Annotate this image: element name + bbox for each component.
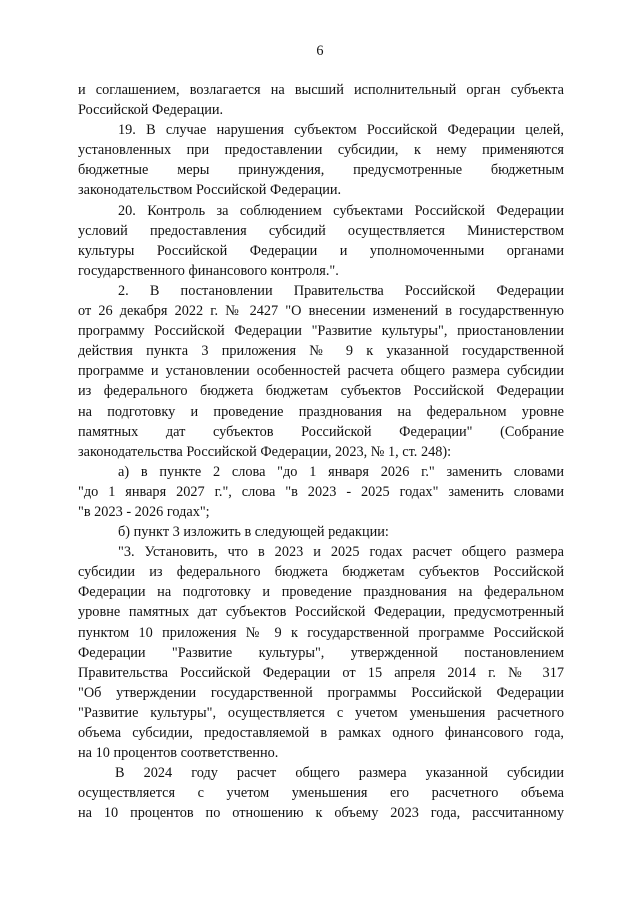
text-line: на подготовку и проведение празднования на федеральном уровне [78,403,564,420]
text-line: государственного финансового контроля.". [78,262,339,279]
text-line: культуры Российской Федерации и уполномоченными органами [78,242,564,259]
text-line: от 26 декабря 2022 г. № 2427 "О внесении изменений в государственную [78,303,564,320]
text-line: из федерального бюджета бюджетам субъектов Российской Федерации [78,383,564,400]
text-line: и соглашением, возлагается на высший исполнительный орган субъекта [78,82,564,98]
text-line: на 10 процентов соответственно. [78,745,279,762]
text-line: 20. Контроль за соблюдением субъектами Российской Федерации [118,202,564,219]
text-line: "Развитие культуры", осуществляется с учетом уменьшения расчетного [78,704,564,721]
text-line: 19. В случае нарушения субъектом Российской Федерации целей, [118,122,564,139]
text-line: Федерации на подготовку и проведение празднования на федеральном [78,584,564,601]
text-line: установленных при предоставлении субсидии, к нему применяются [78,142,564,159]
text-line: памятных дат субъектов Российской Федерации" (Собрание [78,423,564,440]
text-line: субсидии из федерального бюджета бюджетам субъектов Российской [78,564,564,581]
text-line: "в 2023 - 2026 годах"; [78,503,210,520]
text-line: Федерации "Развитие культуры", утвержденной постановлением [78,644,564,661]
text-line: пунктом 10 приложения № 9 к государственной программе Российской [78,624,564,641]
text-line: "Об утверждении государственной программы Российской Федерации [78,684,564,701]
text-line: уровне памятных дат субъектов Российской Федерации, предусмотренный [78,604,564,621]
text-line: на 10 процентов по отношению к объему 2023 года, рассчитанному [78,805,564,822]
text-line: 2. В постановлении Правительства Российской Федерации [118,282,564,299]
text-line: б) пункт 3 изложить в следующей редакции: [118,524,389,541]
text-line: осуществляется с учетом уменьшения его расчетного объема [78,785,564,802]
text-line: а) в пункте 2 слова "до 1 января 2026 г." заменить словами [118,463,564,480]
text-line: Российской Федерации. [78,102,224,119]
text-line: Правительства Российской Федерации от 15 апреля 2014 г. № 317 [78,664,564,681]
text-line: объема субсидии, предоставляемой в рамках одного финансового года, [78,725,564,741]
text-line: законодательства Российской Федерации, 2023, № 1, ст. 248): [78,443,452,460]
text-line: бюджетные меры принуждения, предусмотренные бюджетным [78,162,564,179]
text-line: программу Российской Федерации "Развитие культуры", приостановлении [78,323,564,340]
text-line: действия пункта 3 приложения № 9 к указанной государственной [78,343,564,360]
text-line: В 2024 году расчет общего размера указанной субсидии [115,765,564,782]
text-line: условий предоставления субсидий осуществляется Министерством [78,222,564,239]
text-line: законодательством Российской Федерации. [78,182,342,199]
document-body [78,80,564,823]
text-line: программе и установлении особенностей расчета общего размера субсидии [78,363,564,380]
page-number: 6 [316,43,324,59]
text-line: "3. Установить, что в 2023 и 2025 годах расчет общего размера [118,544,564,561]
text-line: "до 1 января 2027 г.", слова "в 2023 - 2025 годах" заменить словами [78,483,564,500]
